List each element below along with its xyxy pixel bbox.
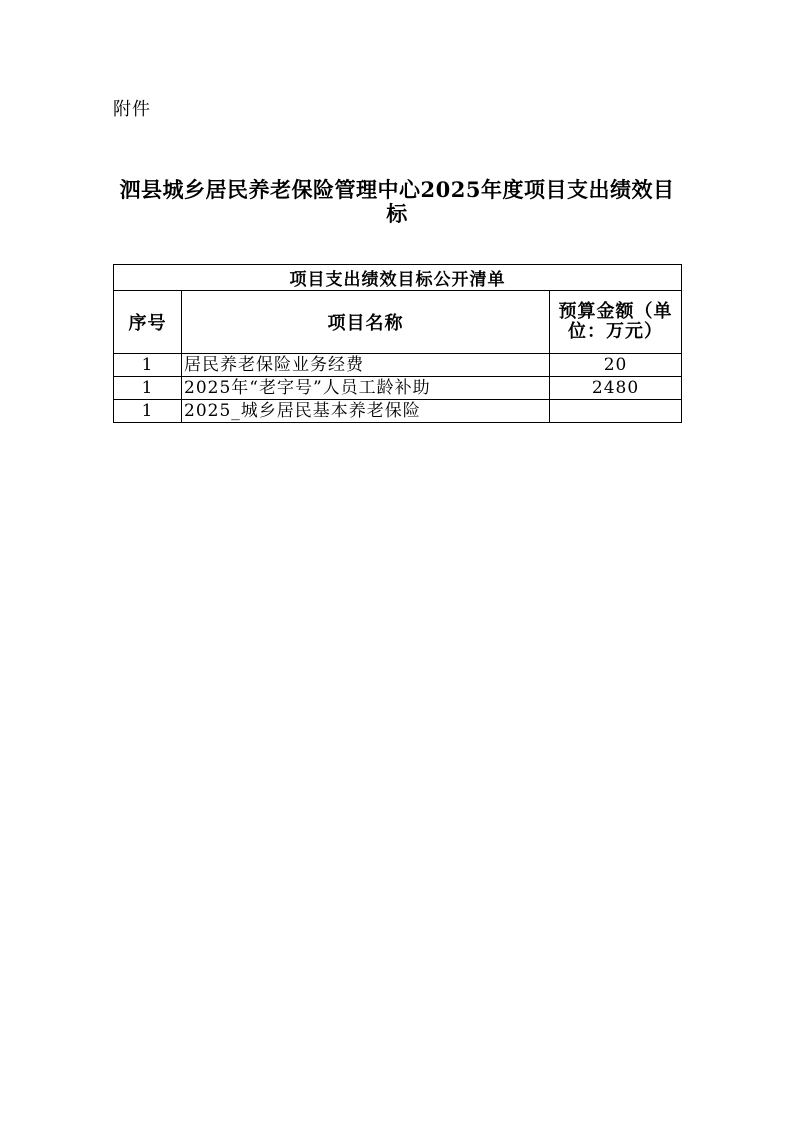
- budget-table: [113, 264, 682, 423]
- budget-table-container: [113, 264, 681, 423]
- table-row: [114, 400, 682, 423]
- page-title: 泗县城乡居民养老保险管理中心2025年度项目支出绩效目标: [119, 177, 675, 226]
- cell-seq: 1: [114, 377, 182, 400]
- cell-project-name: 居民养老保险业务经费: [182, 354, 550, 377]
- cell-project-name: 2025_城乡居民基本养老保险: [182, 400, 550, 423]
- table-row: [114, 377, 682, 400]
- header-seq: 序号: [114, 291, 182, 354]
- cell-budget-amount: 20: [550, 354, 682, 377]
- table-header-row: [114, 291, 682, 354]
- cell-seq: 1: [114, 400, 182, 423]
- cell-budget-amount: 2480: [550, 377, 682, 400]
- header-project-name: 项目名称: [182, 291, 550, 354]
- cell-budget-amount: [550, 400, 682, 423]
- table-caption-row: [114, 265, 682, 291]
- table-caption: 项目支出绩效目标公开清单: [114, 265, 682, 291]
- cell-seq: 1: [114, 354, 182, 377]
- cell-project-name: 2025年“老字号”人员工龄补助: [182, 377, 550, 400]
- table-row: [114, 354, 682, 377]
- attachment-label: 附件: [113, 99, 151, 120]
- header-budget-amount: 预算金额（单位：万元）: [550, 291, 682, 354]
